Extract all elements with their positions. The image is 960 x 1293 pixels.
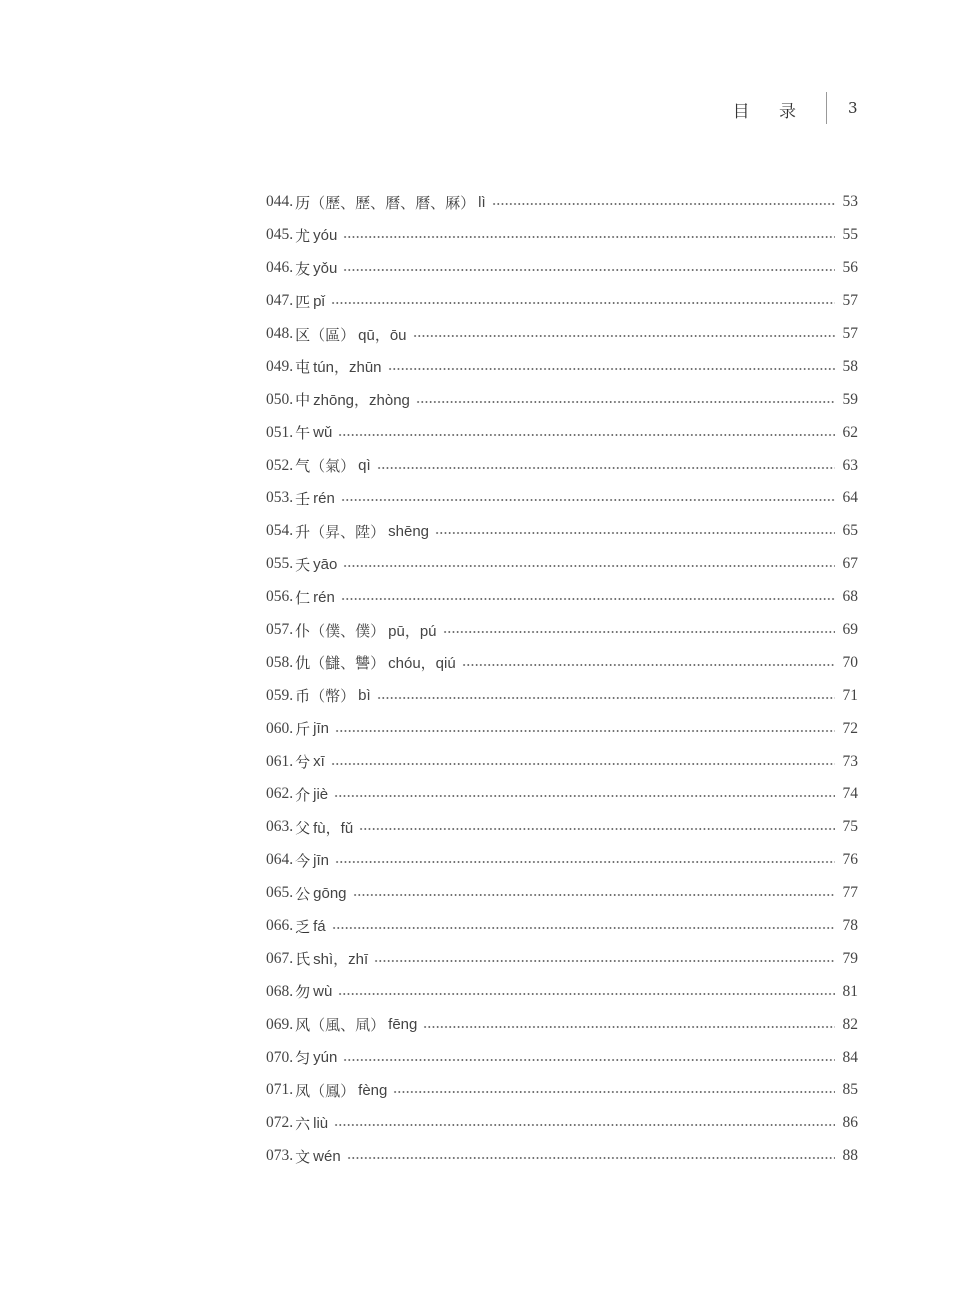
section-title: 目 录	[732, 102, 808, 122]
entry-page-number: 72	[842, 719, 858, 737]
entry-character: 乏	[295, 917, 311, 936]
entry-page-number: 69	[842, 621, 858, 639]
entry-variants: （歷、歷、曆、曆、厤）	[310, 193, 476, 212]
entry-page-number: 81	[842, 982, 858, 1000]
entry-number: 064.	[266, 851, 294, 869]
page-header	[0, 92, 960, 126]
entry-pinyin: pū，pú	[388, 622, 437, 640]
entry-number: 045.	[266, 226, 294, 244]
entry-page-number: 79	[842, 949, 858, 967]
entry-number: 055.	[266, 555, 294, 573]
toc-entry[interactable]	[266, 646, 858, 679]
entry-character: 斤	[295, 720, 311, 739]
entry-page-number: 56	[842, 259, 858, 277]
dot-leader	[343, 269, 835, 271]
entry-page-number: 73	[842, 752, 858, 770]
dot-leader	[435, 532, 835, 534]
entry-number: 047.	[266, 292, 294, 310]
entry-character: 壬	[295, 489, 311, 508]
table-of-contents	[266, 186, 858, 1173]
entry-number: 060.	[266, 719, 294, 737]
entry-page-number: 82	[842, 1015, 858, 1033]
entry-page-number: 64	[842, 489, 858, 507]
entry-page-number: 74	[842, 785, 858, 803]
entry-character: 中	[295, 391, 311, 410]
entry-character: 仆	[295, 621, 311, 640]
entry-pinyin: gōng	[313, 884, 347, 902]
dot-leader	[388, 368, 835, 370]
entry-page-number: 77	[842, 884, 858, 902]
entry-number: 048.	[266, 325, 294, 342]
toc-entry[interactable]	[266, 679, 858, 712]
entry-pinyin: yǒu	[313, 259, 338, 277]
entry-number: 052.	[266, 456, 294, 474]
dot-leader	[443, 631, 835, 633]
entry-character: 凤	[295, 1081, 311, 1100]
entry-variants: （氣）	[310, 457, 356, 476]
entry-variants: （風、凬）	[310, 1016, 386, 1035]
entry-page-number: 88	[842, 1147, 858, 1165]
entry-number: 071.	[266, 1081, 294, 1099]
entry-pinyin: chóu，qiú	[388, 655, 456, 673]
entry-character: 介	[295, 785, 311, 804]
entry-character: 风	[295, 1016, 311, 1035]
entry-page-number: 58	[842, 357, 858, 375]
header-divider	[826, 92, 827, 124]
entry-page-number: 76	[842, 851, 858, 869]
dot-leader	[331, 302, 835, 304]
entry-number: 058.	[266, 653, 294, 671]
toc-entry[interactable]	[266, 778, 858, 811]
dot-leader	[377, 467, 835, 469]
entry-page-number: 70	[842, 653, 858, 671]
entry-pinyin: shēng	[388, 522, 430, 540]
dot-leader	[423, 1026, 835, 1028]
entry-page-number: 84	[842, 1048, 858, 1066]
toc-entry[interactable]	[266, 811, 858, 844]
entry-pinyin: jīn	[313, 720, 329, 738]
entry-variants: （區）	[310, 325, 356, 344]
entry-number: 044.	[266, 193, 294, 211]
dot-leader	[416, 401, 835, 403]
dot-leader	[343, 236, 835, 238]
entry-pinyin: fá	[313, 917, 326, 935]
dot-leader	[353, 894, 835, 896]
toc-entry[interactable]	[266, 515, 858, 548]
entry-number: 054.	[266, 522, 294, 540]
entry-pinyin: wén	[313, 1147, 341, 1165]
entry-character: 勿	[295, 983, 311, 1002]
dot-leader	[343, 1059, 835, 1061]
toc-entry[interactable]	[266, 252, 858, 285]
entry-page-number: 68	[842, 588, 858, 606]
entry-pinyin: pǐ	[313, 292, 325, 310]
dot-leader	[332, 927, 835, 929]
entry-pinyin: fēng	[388, 1016, 418, 1034]
entry-number: 066.	[266, 917, 294, 935]
entry-number: 072.	[266, 1114, 294, 1132]
entry-character: 气	[295, 457, 311, 476]
entry-page-number: 62	[842, 423, 858, 441]
entry-number: 061.	[266, 752, 294, 770]
entry-character: 升	[295, 522, 311, 541]
toc-entry[interactable]	[266, 745, 858, 778]
entry-number: 068.	[266, 982, 294, 1000]
entry-pinyin: qì	[358, 457, 371, 475]
toc-entry[interactable]	[266, 844, 858, 877]
entry-character: 兮	[295, 753, 311, 772]
dot-leader	[341, 598, 835, 600]
toc-entry[interactable]	[266, 942, 858, 975]
dot-leader	[413, 335, 835, 337]
entry-number: 050.	[266, 390, 294, 408]
dot-leader	[377, 697, 835, 699]
entry-pinyin: tún，zhūn	[313, 359, 382, 377]
entry-page-number: 55	[842, 226, 858, 244]
entry-number: 069.	[266, 1015, 294, 1033]
entry-variants: （昇、陞）	[310, 522, 386, 541]
toc-entry[interactable]	[266, 285, 858, 318]
entry-variants: （幣）	[310, 687, 356, 706]
entry-pinyin: rén	[313, 588, 335, 606]
entry-pinyin: liù	[313, 1114, 329, 1132]
entry-pinyin: yāo	[313, 555, 338, 573]
entry-page-number: 78	[842, 917, 858, 935]
toc-entry[interactable]	[266, 1008, 858, 1041]
entry-number: 059.	[266, 686, 294, 704]
entry-page-number: 57	[842, 325, 858, 342]
entry-page-number: 53	[842, 193, 858, 211]
toc-entry[interactable]	[266, 186, 858, 219]
entry-page-number: 57	[842, 292, 858, 310]
entry-character: 币	[295, 687, 311, 706]
entry-pinyin: fù，fǔ	[313, 819, 354, 837]
toc-entry[interactable]	[266, 548, 858, 581]
dot-leader	[393, 1091, 835, 1093]
entry-number: 063.	[266, 818, 294, 836]
toc-entry[interactable]	[266, 416, 858, 449]
toc-entry[interactable]	[266, 1107, 858, 1140]
entry-character: 公	[295, 884, 311, 903]
dot-leader	[331, 763, 835, 765]
entry-page-number: 75	[842, 818, 858, 836]
entry-character: 匀	[295, 1049, 311, 1068]
toc-entry[interactable]	[266, 383, 858, 416]
entry-variants: （鳳）	[310, 1081, 356, 1100]
entry-pinyin: jiè	[313, 785, 329, 803]
dot-leader	[335, 861, 835, 863]
toc-entry[interactable]	[266, 449, 858, 482]
entry-character: 六	[295, 1114, 311, 1133]
entry-page-number: 67	[842, 555, 858, 573]
entry-number: 073.	[266, 1147, 294, 1165]
entry-page-number: 65	[842, 522, 858, 540]
entry-pinyin: shì，zhī	[313, 951, 369, 969]
dot-leader	[359, 828, 835, 830]
entry-character: 父	[295, 818, 311, 837]
entry-character: 仇	[295, 654, 311, 673]
toc-entry[interactable]	[266, 910, 858, 943]
entry-number: 057.	[266, 621, 294, 639]
toc-entry[interactable]	[266, 482, 858, 515]
entry-character: 区	[295, 325, 311, 344]
toc-entry[interactable]	[266, 712, 858, 745]
entry-variants: （讎、讐）	[310, 654, 386, 673]
entry-page-number: 63	[842, 456, 858, 474]
dot-leader	[334, 795, 835, 797]
entry-page-number: 86	[842, 1114, 858, 1132]
toc-entry[interactable]	[266, 877, 858, 910]
entry-character: 屯	[295, 358, 311, 377]
entry-character: 夭	[295, 555, 311, 574]
dot-leader	[343, 565, 835, 567]
dot-leader	[347, 1157, 835, 1159]
entry-character: 氏	[295, 950, 311, 969]
entry-pinyin: lì	[478, 193, 486, 211]
toc-entry[interactable]	[266, 350, 858, 383]
dot-leader	[341, 499, 835, 501]
dot-leader	[334, 1124, 835, 1126]
entry-pinyin: wǔ	[313, 424, 333, 442]
toc-entry[interactable]	[266, 219, 858, 252]
entry-character: 尤	[295, 226, 311, 245]
dot-leader	[374, 960, 835, 962]
toc-entry[interactable]	[266, 318, 858, 351]
entry-character: 午	[295, 424, 311, 443]
entry-character: 匹	[295, 292, 311, 311]
entry-number: 065.	[266, 884, 294, 902]
dot-leader	[335, 730, 835, 732]
entry-pinyin: zhōng，zhòng	[313, 392, 410, 410]
dot-leader	[462, 664, 835, 666]
entry-character: 仁	[295, 588, 311, 607]
entry-pinyin: yún	[313, 1049, 338, 1067]
dot-leader	[338, 993, 835, 995]
entry-pinyin: yóu	[313, 226, 338, 244]
dot-leader	[492, 203, 835, 205]
toc-entry[interactable]	[266, 1140, 858, 1173]
toc-entry[interactable]	[266, 1041, 858, 1074]
entry-number: 051.	[266, 423, 294, 441]
entry-number: 062.	[266, 785, 294, 803]
entry-pinyin: rén	[313, 489, 335, 507]
dot-leader	[338, 434, 835, 436]
entry-character: 友	[295, 259, 311, 278]
entry-pinyin: xī	[313, 753, 325, 771]
entry-pinyin: jīn	[313, 851, 329, 869]
entry-pinyin: qū，ōu	[358, 326, 407, 344]
toc-entry[interactable]	[266, 975, 858, 1008]
entry-number: 056.	[266, 588, 294, 606]
entry-page-number: 59	[842, 390, 858, 408]
entry-number: 049.	[266, 357, 294, 375]
toc-entry[interactable]	[266, 581, 858, 614]
entry-number: 070.	[266, 1048, 294, 1066]
entry-character: 今	[295, 851, 311, 870]
entry-page-number: 85	[842, 1081, 858, 1099]
toc-entry[interactable]	[266, 1074, 858, 1107]
toc-entry[interactable]	[266, 614, 858, 647]
page-number: 3	[848, 99, 858, 117]
entry-pinyin: fèng	[358, 1081, 388, 1099]
entry-number: 067.	[266, 949, 294, 967]
entry-pinyin: bì	[358, 687, 371, 705]
entry-page-number: 71	[842, 686, 858, 704]
entry-pinyin: wù	[313, 983, 333, 1001]
entry-number: 046.	[266, 259, 294, 277]
entry-character: 历	[295, 193, 311, 212]
entry-variants: （僕、僕）	[310, 621, 386, 640]
entry-character: 文	[295, 1147, 311, 1166]
entry-number: 053.	[266, 489, 294, 507]
